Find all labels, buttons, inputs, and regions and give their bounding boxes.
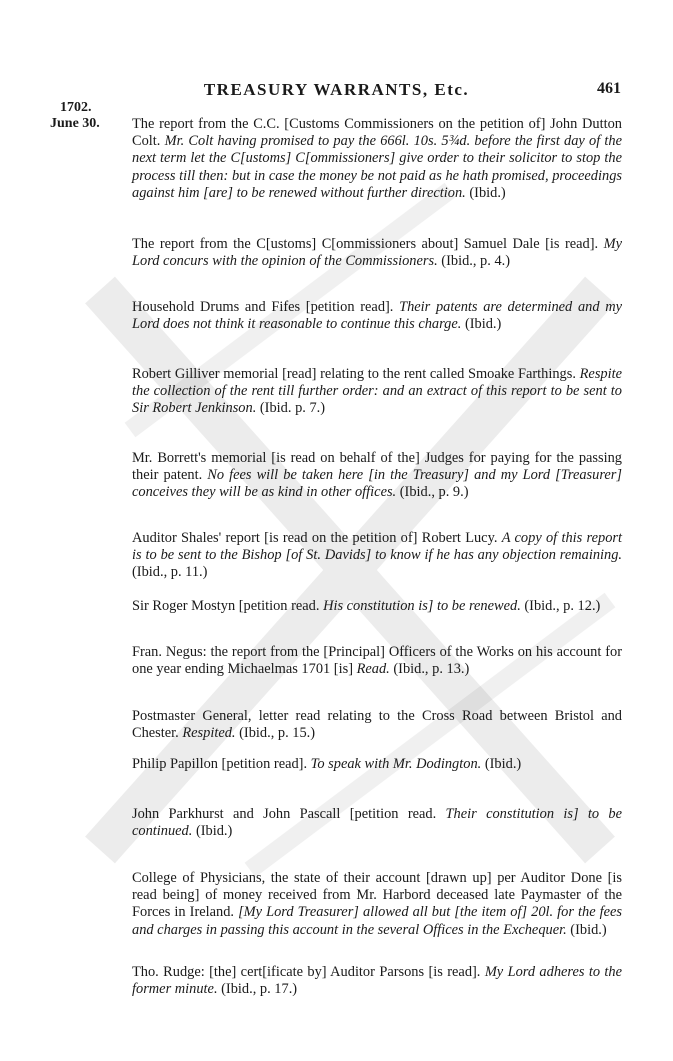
entry-reference: (Ibid.) [566, 921, 607, 938]
entry-reference: (Ibid., p. 15.) [235, 725, 316, 742]
entry-decision: [My Lord Treasurer] allowed all but [the item of] 20l. for the fees and charges in passing this account in the several Offices in the Exchequer. [132, 904, 623, 938]
entry [132, 236, 622, 270]
entry [132, 366, 622, 418]
entry [132, 644, 622, 678]
entry-text: The report from the C.C. [Customs Commissioners on the petition of] John Dutton Colt. [132, 116, 622, 150]
page-header [0, 80, 673, 102]
entry [132, 598, 622, 615]
entry [132, 756, 622, 773]
entry-decision: A copy of this report is to be sent to the Bishop [of St. Davids] to know if he has any objection remaining. [132, 530, 622, 564]
margin-date: June 30. [50, 116, 100, 131]
entry-decision: To speak with Mr. Dodington. [310, 756, 482, 772]
entry-text: Postmaster General, letter read relating to the Cross Road between Bristol and Chester. [132, 708, 622, 742]
entry-decision: Mr. Colt having promised to pay the 666l. 10s. 5¾d. before the first day of the next term let the C[ustoms] C[ommissioners] give order to their solicitor to stop the process till then: but in case the money be not paid as he hath promised, proceedings against him [are] to be renewed without further direction. [132, 133, 622, 201]
entry-reference: (Ibid.) [481, 756, 522, 772]
entry-text: Auditor Shales' report [is read on the petition of] Robert Lucy. [132, 530, 502, 546]
entry-text: Fran. Negus: the report from the [Principal] Officers of the Works on his account for one year ending Michaelmas 1701 [is] [132, 644, 622, 678]
entry-reference: (Ibid.) [465, 184, 506, 201]
entry [132, 708, 622, 742]
running-title: TREASURY WARRANTS, Etc. [203, 80, 470, 99]
entry-decision: Their constitution is] to be continued. [132, 806, 623, 840]
entry [132, 870, 622, 939]
entry-reference: (Ibid., p. 11.) [132, 564, 208, 581]
entry-reference: (Ibid., p. 13.) [389, 661, 470, 678]
entry-decision: My Lord adheres to the former minute. [132, 964, 623, 998]
entry-text: Mr. Borrett's memorial [is read on behalf of the] Judges for paying for the passing their patent. [132, 450, 622, 484]
entry-reference: (Ibid.) [461, 316, 502, 333]
entry [132, 806, 622, 840]
entry [132, 964, 622, 998]
entry-decision: Respited. [182, 725, 236, 742]
entry-reference: (Ibid., p. 17.) [217, 981, 298, 998]
entry-decision: His constitution is] to be renewed. [323, 598, 521, 614]
margin-year: 1702. [60, 100, 92, 115]
entry-text: College of Physicians, the state of their account [drawn up] per Auditor Done [is read being] of money received from Mr. Harbord deceased late Paymaster of the Forces in Ireland. [132, 870, 622, 921]
entry-reference: (Ibid. p. 7.) [256, 400, 326, 417]
entry-decision: No fees will be taken here [in the Treasury] and my Lord [Treasurer] conceives they will be as kind in other offices. [132, 467, 623, 501]
entry [132, 450, 622, 502]
entry-decision: Their patents are determined and my Lord does not think it reasonable to continue this charge. [132, 299, 622, 333]
page-number: 461 [597, 80, 621, 97]
entry-text: The report from the C[ustoms] C[ommissioners about] Samuel Dale [is read]. [132, 236, 604, 252]
entry-decision: My Lord concurs with the opinion of the Commissioners. [132, 236, 622, 270]
entry-text: Tho. Rudge: [the] cert[ificate by] Auditor Parsons [is read]. [132, 964, 485, 980]
entry [132, 299, 622, 333]
entry-text: John Parkhurst and John Pascall [petition read. [132, 806, 446, 822]
entry-reference: (Ibid., p. 9.) [396, 484, 469, 501]
entry-text: Sir Roger Mostyn [petition read. [132, 598, 324, 614]
entry [132, 530, 622, 582]
entry-decision: Respite the collection of the rent till further order: and an extract of this report to be sent to Sir Robert Jenkinson. [132, 366, 622, 417]
entry-text: Philip Papillon [petition read]. [132, 756, 311, 772]
entry-decision: Read. [356, 661, 390, 678]
entry-reference: (Ibid.) [192, 823, 233, 840]
entry-reference: (Ibid., p. 4.) [437, 253, 511, 270]
entry-reference: (Ibid., p. 12.) [520, 598, 601, 614]
entry-text: Household Drums and Fifes [petition read]. [132, 299, 400, 315]
entry [132, 116, 622, 202]
entry-text: Robert Gilliver memorial [read] relating to the rent called Smoake Farthings. [132, 366, 580, 382]
